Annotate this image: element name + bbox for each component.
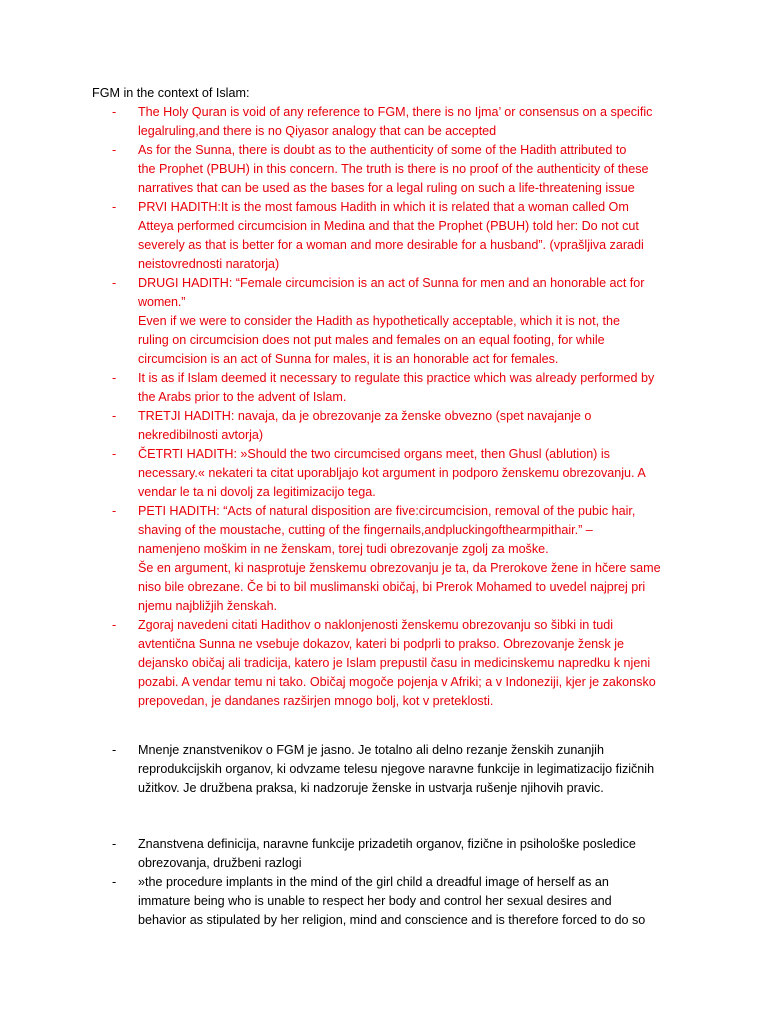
- list-item: [112, 835, 687, 873]
- bullet-dash: -: [112, 447, 117, 461]
- text-line: Even if we were to consider the Hadith as hypothetically acceptable, which it is not, the: [138, 314, 621, 328]
- text-line: TRETJI HADITH: navaja, da je obrezovanje za ženske obvezno (spet navajanje o: [138, 409, 592, 423]
- text-line: the Arabs prior to the advent of Islam.: [138, 390, 347, 404]
- bullet-dash: -: [112, 409, 117, 423]
- bullet-dash: -: [112, 105, 117, 119]
- text-line: The Holy Quran is void of any reference to FGM, there is no Ijma’ or consensus on a specific: [138, 105, 653, 119]
- text-line: As for the Sunna, there is doubt as to the authenticity of some of the Hadith attributed to: [138, 143, 627, 157]
- list-item: [112, 369, 687, 407]
- list-item: [112, 141, 687, 198]
- list-item: [112, 873, 687, 930]
- text-line: behavior as stipulated by her religion, mind and conscience and is therefore forced to do so: [138, 913, 646, 927]
- text-line: severely as that is better for a woman and more desirable for a husband”. (vprašljiva zaradi: [138, 238, 644, 252]
- bullet-dash: -: [112, 618, 117, 632]
- text-line: namenjeno moškim in ne ženskam, torej tudi obrezovanje zgolj za moške.: [138, 542, 549, 556]
- text-line: Še en argument, ki nasprotuje ženskemu obrezovanju je ta, da Prerokove žene in hčere same: [138, 561, 661, 575]
- text-line: necessary.« nekateri ta citat uporabljajo kot argument in podporo ženskemu obrezovanju. A: [138, 466, 646, 480]
- text-line: PETI HADITH: “Acts of natural disposition are five:circumcision, removal of the pubic hair,: [138, 504, 636, 518]
- text-line: Mnenje znanstvenikov o FGM je jasno. Je totalno ali delno rezanje ženskih zunanjih: [138, 743, 604, 757]
- bullet-dash: -: [112, 875, 117, 889]
- text-line: niso bile obrezane. Če bi to bil muslimanski običaj, bi Prerok Mohamed to uvedel najprej pri: [138, 580, 646, 594]
- text-line: legalruling,and there is no Qiyasor analogy that can be accepted: [138, 124, 497, 138]
- text-line: Znanstvena definicija, naravne funkcije prizadetih organov, fizične in psihološke posledice: [138, 837, 636, 851]
- list-item: [112, 103, 687, 141]
- text-line: reprodukcijskih organov, ki odvzame telesu njegove naravne funkcije in legimatizacijo fizičnih: [138, 762, 655, 776]
- scholars-opinion-list: [112, 741, 687, 798]
- text-line: immature being who is unable to respect her body and control her sexual desires and: [138, 894, 612, 908]
- text-line: dejansko običaj ali tradicija, katero je Islam prepustil času in medicinskemu napredku k njeni: [138, 656, 651, 670]
- text-line: prepovedan, je dandanes razširjen mnogo bolj, kot v preteklosti.: [138, 694, 494, 708]
- text-line: »the procedure implants in the mind of the girl child a dreadful image of herself as an: [138, 875, 609, 889]
- text-line: pozabi. A vendar temu ni tako. Običaj mogoče pojenja v Afriki; a v Indoneziji, kjer je zakonsko: [138, 675, 656, 689]
- text-line: narratives that can be used as the bases for a legal ruling on such a life-threatening issue: [138, 181, 635, 195]
- text-line: obrezovanja, družbeni razlogi: [138, 856, 302, 870]
- text-line: ruling on circumcision does not put males and females on an equal footing, for while: [138, 333, 605, 347]
- bullet-dash: -: [112, 504, 117, 518]
- bullet-dash: -: [112, 371, 117, 385]
- bullet-dash: -: [112, 200, 117, 214]
- text-line: nekredibilnosti avtorja): [138, 428, 263, 442]
- text-line: PRVI HADITH:It is the most famous Hadith in which it is related that a woman called Om: [138, 200, 629, 214]
- definition-list: [112, 835, 687, 930]
- list-item: [112, 274, 687, 369]
- list-item: [112, 407, 687, 445]
- bullet-dash: -: [112, 276, 117, 290]
- list-item: [112, 502, 687, 616]
- islam-arguments-list: [112, 103, 687, 711]
- list-item: [112, 741, 687, 798]
- text-line: It is as if Islam deemed it necessary to regulate this practice which was already performed by: [138, 371, 655, 385]
- text-line: vendar le ta ni dovolj za legitimizacijo tega.: [138, 485, 376, 499]
- text-line: njemu najbližjih ženskah.: [138, 599, 278, 613]
- list-item: [112, 616, 687, 711]
- text-line: shaving of the moustache, cutting of the fingernails,andpluckingofthearmpithair.” –: [138, 523, 593, 537]
- text-line: ČETRTI HADITH: »Should the two circumcised organs meet, then Ghusl (ablution) is: [138, 447, 610, 461]
- bullet-dash: -: [112, 143, 117, 157]
- text-line: avtentična Sunna ne vsebuje dokazov, kateri bi podprli to prakso. Obrezovanje žensk je: [138, 637, 625, 651]
- bullet-dash: -: [112, 837, 117, 851]
- text-line: circumcision is an act of Sunna for males, it is an honorable act for females.: [138, 352, 559, 366]
- text-line: Zgoraj navedeni citati Hadithov o naklonjenosti ženskemu obrezovanju so šibki in tudi: [138, 618, 614, 632]
- document-heading: FGM in the context of Islam:: [92, 86, 250, 100]
- text-line: neistovrednosti naratorja): [138, 257, 280, 271]
- text-line: užitkov. Je družbena praksa, ki nadzoruje ženske in ustvarja rušenje njihovih pravic.: [138, 781, 604, 795]
- text-line: the Prophet (PBUH) in this concern. The truth is there is no proof of the authenticity of these: [138, 162, 649, 176]
- list-item: [112, 198, 687, 274]
- text-line: DRUGI HADITH: “Female circumcision is an act of Sunna for men and an honorable act for: [138, 276, 645, 290]
- text-line: women.”: [138, 295, 186, 309]
- bullet-dash: -: [112, 743, 117, 757]
- text-line: Atteya performed circumcision in Medina and that the Prophet (PBUH) told her: Do not cut: [138, 219, 639, 233]
- list-item: [112, 445, 687, 502]
